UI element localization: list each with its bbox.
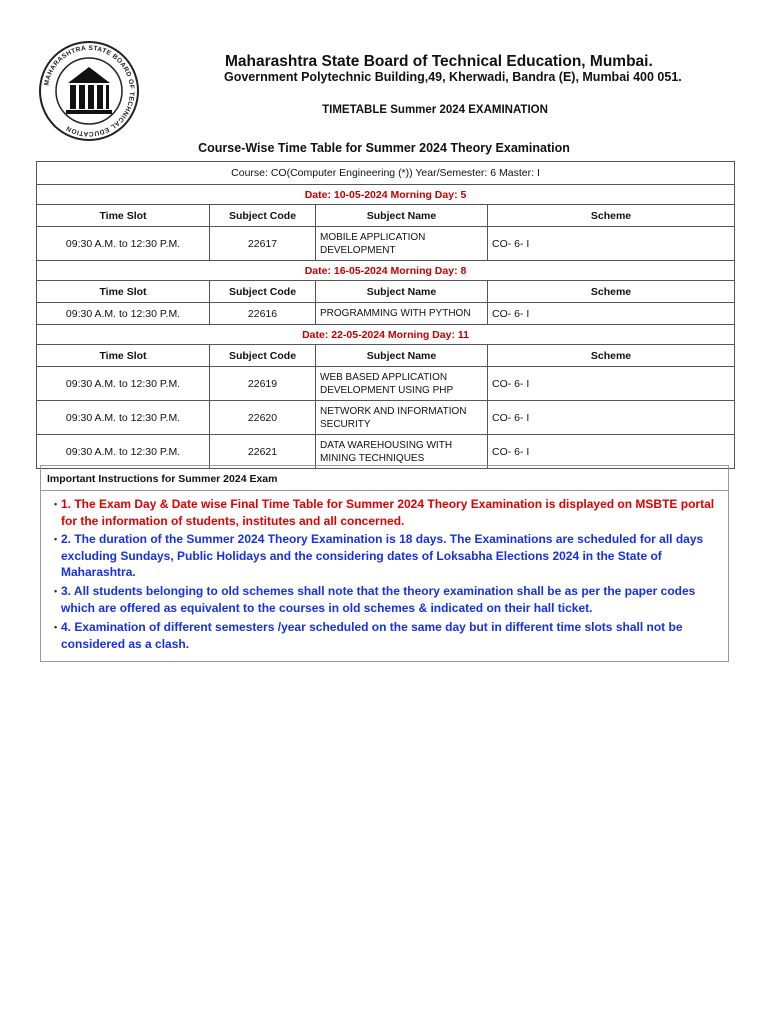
scheme: CO- 6- I [488, 227, 735, 261]
column-header: Time Slot [37, 281, 210, 303]
bullet-mark: • [54, 586, 58, 596]
scheme: CO- 6- I [488, 303, 735, 325]
column-header: Subject Name [316, 281, 488, 303]
date-line: Date: 16-05-2024 Morning Day: 8 [37, 261, 735, 281]
table-row [37, 435, 735, 469]
date-line: Date: 10-05-2024 Morning Day: 5 [37, 185, 735, 205]
subject-code: 22617 [210, 227, 316, 261]
subject-name-line: DEVELOPMENT [320, 244, 396, 256]
board-address: Government Polytechnic Building,49, Kherwadi, Bandra (E), Mumbai 400 051. [224, 70, 682, 84]
subject-name-line: SECURITY [320, 418, 371, 430]
svg-text:MAHARASHTRA STATE BOARD OF TEC: MAHARASHTRA STATE BOARD OF TECHNICAL EDUCATION [43, 44, 136, 138]
table-row [37, 401, 735, 435]
column-header: Subject Code [210, 345, 316, 367]
column-header: Subject Code [210, 205, 316, 227]
instruction-item [54, 531, 725, 581]
subject-name: PROGRAMMING WITH PYTHON [316, 303, 488, 325]
subject-name-line: DEVELOPMENT USING PHP [320, 384, 454, 396]
instructions-box [40, 465, 729, 662]
scheme: CO- 6- I [488, 367, 735, 401]
time-slot: 09:30 A.M. to 12:30 P.M. [37, 227, 210, 261]
subject-code: 22616 [210, 303, 316, 325]
instruction-item [54, 619, 725, 652]
subject-name [316, 401, 488, 435]
course-info: Course: CO(Computer Engineering (*)) Year/Semester: 6 Master: I [37, 162, 735, 185]
instructions-heading: Important Instructions for Summer 2024 Exam [41, 466, 728, 491]
subject-name-line: WEB BASED APPLICATION [320, 371, 448, 383]
column-header: Time Slot [37, 205, 210, 227]
scheme: CO- 6- I [488, 435, 735, 469]
subject-name-line: MINING TECHNIQUES [320, 452, 425, 464]
time-slot: 09:30 A.M. to 12:30 P.M. [37, 401, 210, 435]
instruction-text: 1. The Exam Day & Date wise Final Time Table for Summer 2024 Theory Examination is displayed on MSBTE portal for the information of students, institutes and all concerned. [61, 497, 715, 528]
table-row [37, 303, 735, 325]
msbte-logo [38, 40, 140, 142]
exam-title: TIMETABLE Summer 2024 EXAMINATION [322, 104, 548, 116]
instruction-item [54, 496, 725, 529]
instruction-text: 3. All students belonging to old schemes shall note that the theory examination shall be as per the paper codes which are offered as equivalent to the courses in old schemes & indicated on their hall ticket. [61, 584, 696, 615]
time-slot: 09:30 A.M. to 12:30 P.M. [37, 367, 210, 401]
column-header: Scheme [488, 281, 735, 303]
table-row [37, 367, 735, 401]
column-header: Subject Name [316, 205, 488, 227]
date-line: Date: 22-05-2024 Morning Day: 11 [37, 325, 735, 345]
column-header: Scheme [488, 205, 735, 227]
scheme: CO- 6- I [488, 401, 735, 435]
board-name: Maharashtra State Board of Technical Education, Mumbai. [225, 53, 653, 70]
bullet-mark: • [54, 534, 58, 544]
column-header: Subject Code [210, 281, 316, 303]
subject-name [316, 367, 488, 401]
instruction-text: 2. The duration of the Summer 2024 Theory Examination is 18 days. The Examinations are scheduled for all days excluding Sundays, Public Holidays and the considering dates of Loksabha Elections 2024 in the State of Maharashtra. [61, 532, 704, 579]
subject-name-line: MOBILE APPLICATION [320, 231, 426, 243]
timetable [36, 161, 735, 469]
subject-name [316, 435, 488, 469]
table-row [37, 227, 735, 261]
column-header: Subject Name [316, 345, 488, 367]
subject-code: 22620 [210, 401, 316, 435]
subject-code: 22619 [210, 367, 316, 401]
time-slot: 09:30 A.M. to 12:30 P.M. [37, 435, 210, 469]
time-slot: 09:30 A.M. to 12:30 P.M. [37, 303, 210, 325]
bullet-mark: • [54, 499, 58, 509]
column-header: Time Slot [37, 345, 210, 367]
subject-name [316, 227, 488, 261]
timetable-title: Course-Wise Time Table for Summer 2024 Theory Examination [198, 141, 570, 155]
subject-name-line: DATA WAREHOUSING WITH [320, 439, 453, 451]
instruction-item [54, 583, 725, 616]
subject-name-line: NETWORK AND INFORMATION [320, 405, 467, 417]
bullet-mark: • [54, 622, 58, 632]
subject-code: 22621 [210, 435, 316, 469]
column-header: Scheme [488, 345, 735, 367]
instruction-text: 4. Examination of different semesters /year scheduled on the same day but in different time slots shall not be considered as a clash. [61, 620, 683, 651]
